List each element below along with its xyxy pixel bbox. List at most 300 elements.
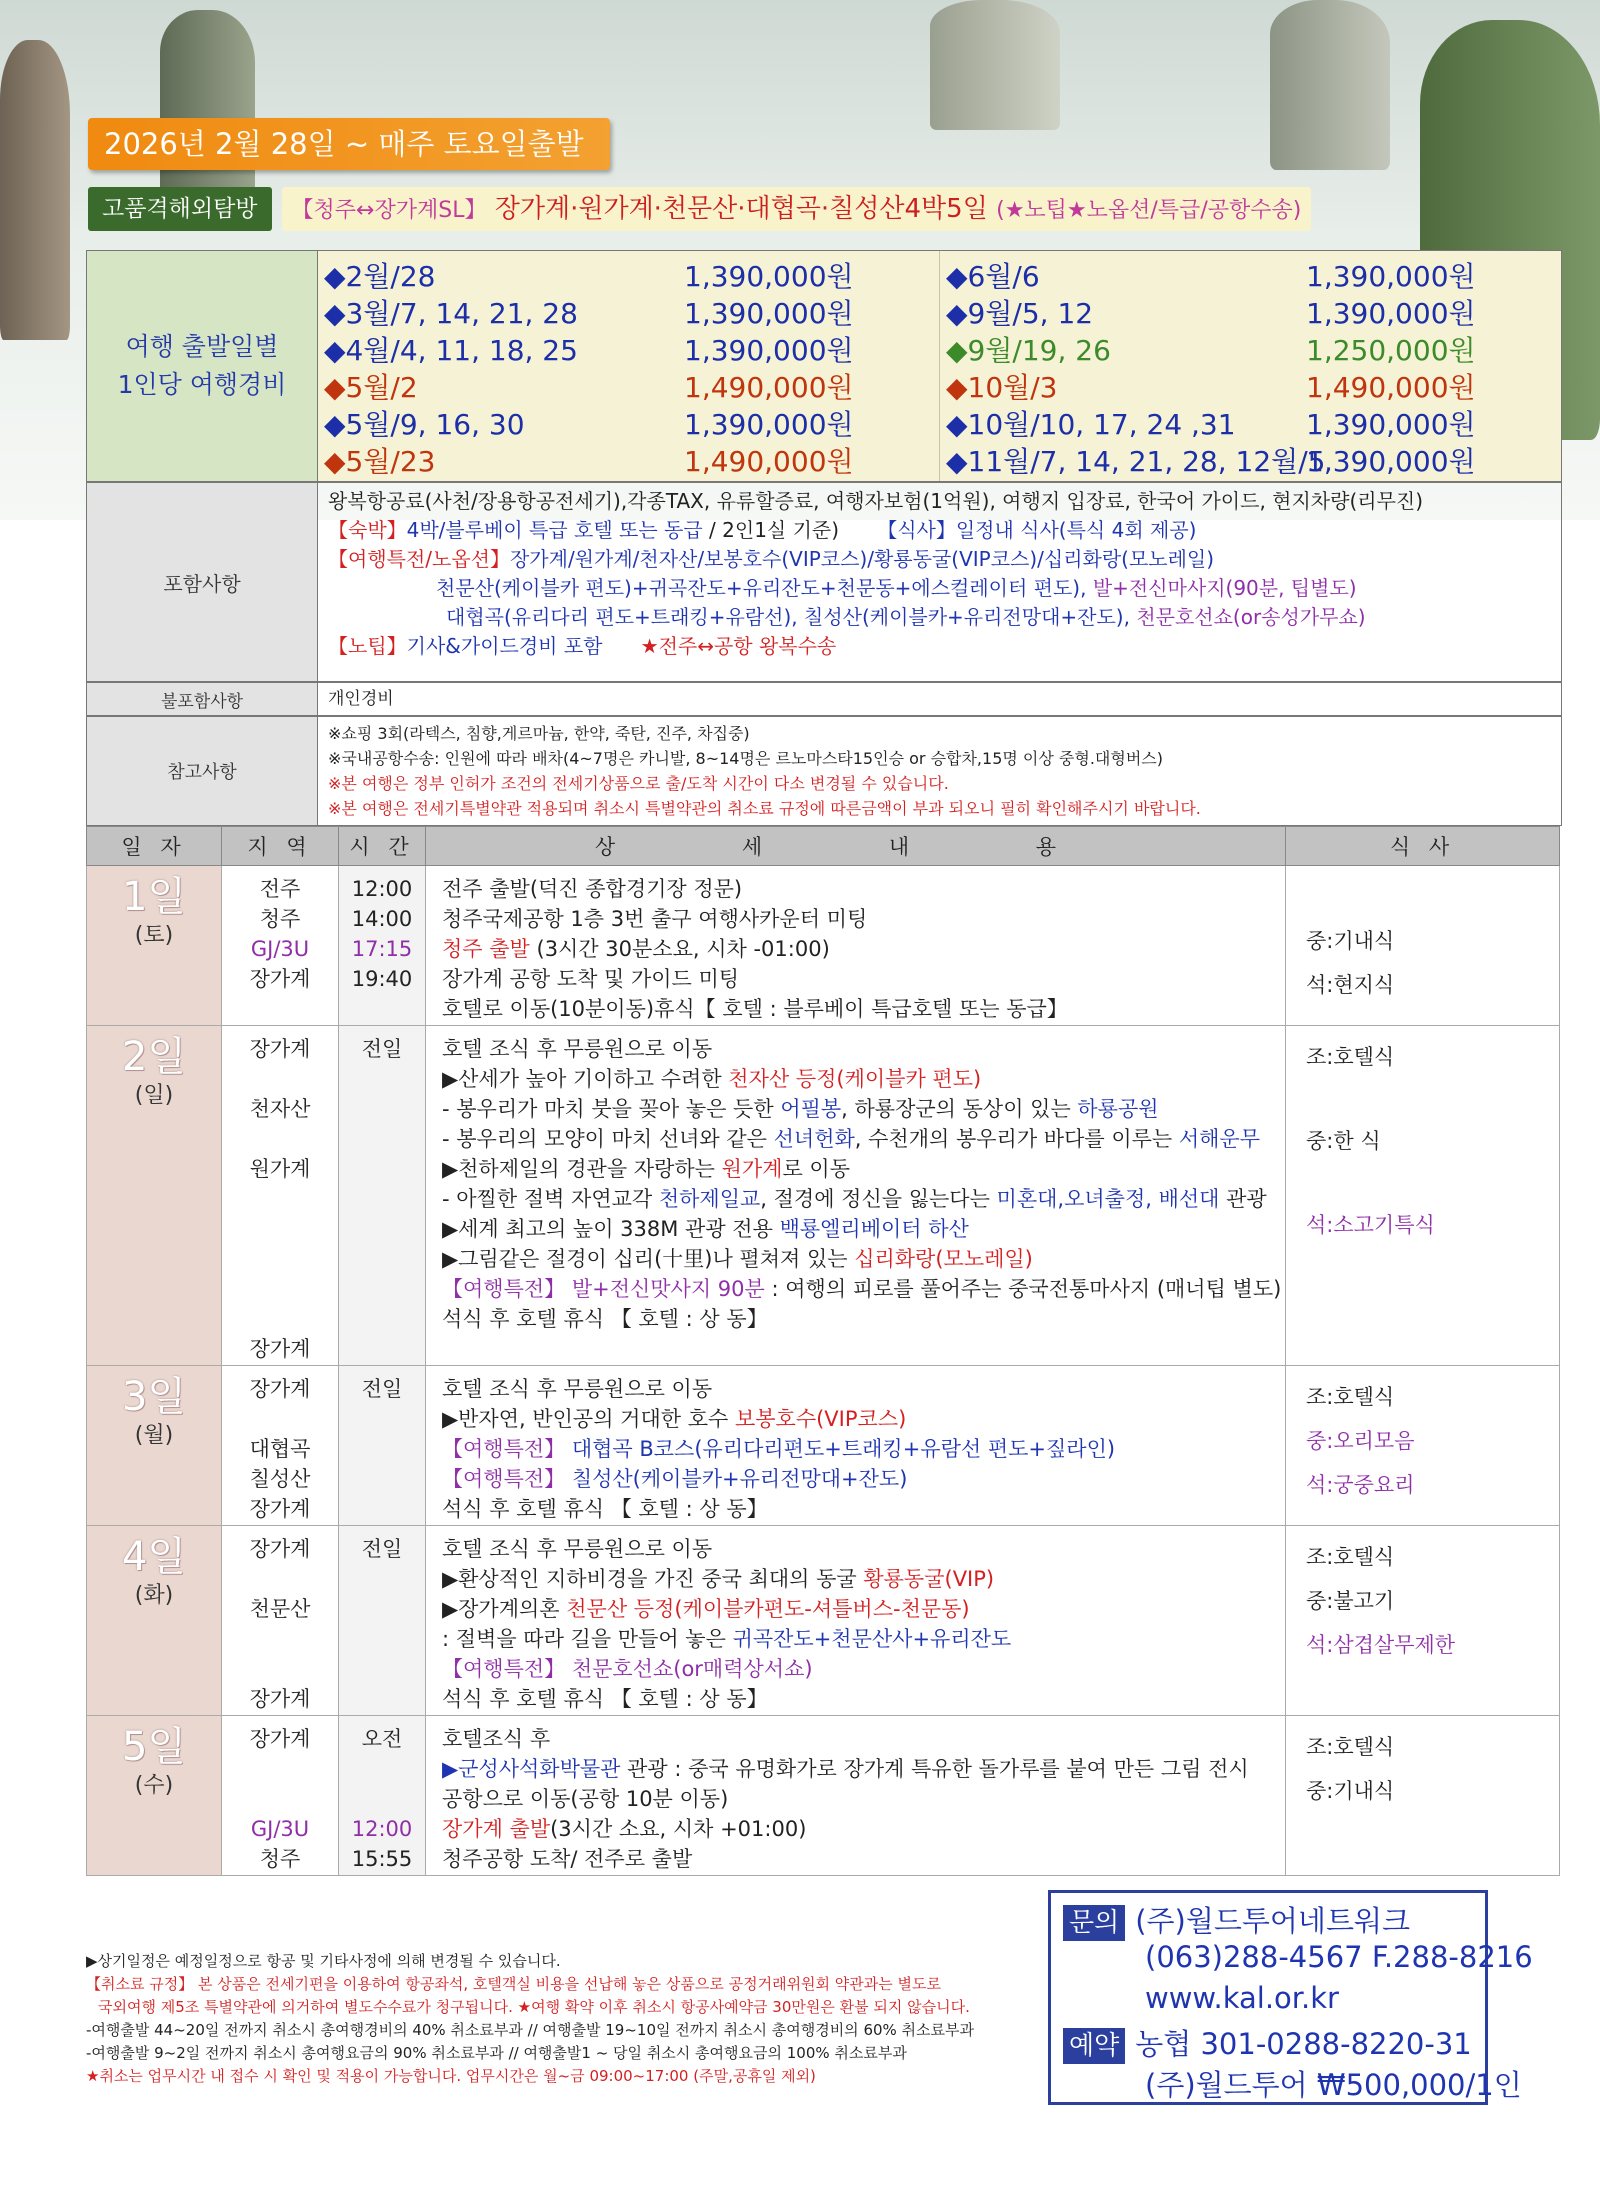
meal-text: 조:호텔식: [1306, 1735, 1395, 1759]
price-amount: 1,250,000원: [1306, 334, 1476, 367]
detail-cell: [426, 1026, 1286, 1366]
included-line: [328, 632, 1551, 661]
day-cell: [87, 1026, 222, 1366]
detail-line: [442, 1244, 1284, 1274]
price-amount: 1,390,000원: [1306, 297, 1476, 330]
note-line: 【취소료 규정】 본 상품은 전세기편을 이용하여 항공좌석, 호텔객실 비용을 선납해 놓은 상품으로 공정거래위원회 약관과는 별도로: [86, 1975, 942, 1993]
departure-banner: 2026년 2월 28일 ~ 매주 토요일출발: [88, 118, 610, 170]
region-line: [223, 1184, 337, 1214]
region-cell: [222, 866, 339, 1026]
included-text: 일정내 식사(특식 4회 제공): [955, 518, 1197, 542]
price-label: [87, 251, 318, 481]
included-label: 포함사항: [87, 483, 318, 681]
time-line: [340, 904, 424, 934]
price-col-left: [318, 251, 939, 481]
day-weekday: (일): [134, 1083, 174, 1108]
price-date: ◆4월/4, 11, 18, 25: [324, 334, 578, 367]
meal-line: [1306, 1210, 1558, 1252]
meal-text: 조:호텔식: [1306, 1045, 1395, 1069]
meal-line: [1306, 1732, 1558, 1759]
day-weekday: (월): [134, 1423, 174, 1448]
price-date: ◆2월/28: [324, 260, 436, 293]
region-name: 장가계: [249, 1687, 311, 1711]
region-line: [223, 1624, 337, 1654]
time-line: [340, 1534, 424, 1564]
time-value: 오전: [361, 1727, 403, 1751]
time-value: 19:40: [351, 967, 413, 991]
included-line: 왕복항공료(사천/장용항공전세기),각종TAX, 유류할증료, 여행자보험(1억원), 여행지 입장료, 한국어 가이드, 현지차량(리무진): [328, 489, 1424, 513]
price-date: ◆10월/10, 17, 24 ,31: [946, 408, 1236, 441]
region-line: [223, 1724, 337, 1754]
meal-text: 석:소고기특식: [1306, 1213, 1435, 1237]
region-name: 칠성산: [249, 1467, 311, 1491]
day-weekday: (화): [134, 1583, 174, 1608]
note-line: ▶상기일정은 예정일정으로 항공 및 기타사정에 의해 변경될 수 있습니다.: [86, 1952, 561, 1970]
meal-line: [1306, 904, 1558, 926]
note-line: 국외여행 제5조 특별약관에 의거하여 별도수수료가 청구됩니다. ★여행 확약 이후 취소시 항공사예약금 30만원은 환불 되지 않습니다.: [98, 1998, 970, 2016]
detail-line: [442, 934, 1284, 964]
region-line: [223, 1274, 337, 1304]
time-value: 12:00: [351, 1817, 413, 1841]
region-cell: [222, 1716, 339, 1876]
price-row: [946, 329, 1561, 366]
price-date: ◆10월/3: [946, 371, 1058, 404]
region-name: 천자산: [249, 1097, 311, 1121]
time-cell: [339, 866, 426, 1026]
region-line: [223, 1334, 337, 1364]
price-row: [946, 403, 1561, 440]
meal-text: 중:불고기: [1306, 1589, 1395, 1613]
price-col-right: [939, 251, 1561, 481]
price-date: ◆5월/9, 16, 30: [324, 408, 525, 441]
detail-text: 백룡엘리베이터 하산: [779, 1217, 969, 1241]
price-row: [946, 292, 1561, 329]
included-text: / 2인1실 기준): [702, 518, 840, 542]
price-amount: 1,490,000원: [684, 445, 854, 478]
region-line: [223, 1564, 337, 1594]
detail-line: [442, 964, 1284, 994]
meal-text: 중:오리모음: [1306, 1429, 1415, 1453]
day-number: 4일: [121, 1534, 187, 1580]
region-line: [223, 1404, 337, 1434]
time-line: [340, 934, 424, 964]
itinerary-table: [86, 826, 1560, 1876]
price-date: ◆5월/23: [324, 445, 436, 478]
detail-text: 청주 출발: [442, 937, 530, 961]
day-cell: [87, 866, 222, 1026]
detail-line: [442, 1374, 1284, 1404]
detail-text: ▶세계 최고의 높이 338M 관광 전용: [442, 1217, 780, 1241]
time-cell: [339, 1366, 426, 1526]
day-cell: [87, 1366, 222, 1526]
region-name: GJ/3U: [250, 937, 310, 961]
detail-text: 선녀헌화: [773, 1127, 855, 1151]
price-date: ◆6월/6: [946, 260, 1040, 293]
notes: [86, 1950, 1076, 2088]
itinerary-row: [87, 1366, 1560, 1526]
detail-text: 로 이동: [782, 1157, 851, 1181]
detail-text: ▶군성사석화박물관: [442, 1757, 621, 1781]
detail-line: [442, 1654, 1284, 1684]
detail-line: [442, 1154, 1284, 1184]
detail-text: 황룡동굴(VIP): [863, 1567, 995, 1591]
region-line: [223, 1494, 337, 1524]
day-number: 1일: [121, 874, 187, 920]
reference-body: [318, 717, 1561, 825]
time-value: 전일: [361, 1037, 403, 1061]
included-line: [328, 545, 1551, 574]
included-line: [328, 574, 1551, 603]
detail-text: 장가계 출발: [442, 1817, 551, 1841]
region-name: 장가계: [249, 967, 311, 991]
detail-line: [442, 1754, 1284, 1784]
tag: 【여행특전/노옵션】: [328, 547, 510, 571]
detail-text: (3시간 소요, 시차 +01:00): [550, 1817, 807, 1841]
header-day: 일 자: [87, 827, 222, 866]
price-amount: 1,390,000원: [1306, 260, 1476, 293]
detail-line: [442, 1214, 1284, 1244]
title-label: 고품격해외탐방: [88, 187, 272, 231]
detail-cell: [426, 1526, 1286, 1716]
detail-text: 청주공항 도착/ 전주로 출발: [442, 1847, 693, 1871]
region-name: 장가계: [249, 1497, 311, 1521]
detail-text: 【여행특전】: [442, 1467, 572, 1491]
detail-text: 대협곡 B코스(유리다리편도+트래킹+유람선 편도+짚라인): [571, 1437, 1116, 1461]
detail-line: [442, 1404, 1284, 1434]
detail-text: 호텔 조식 후 무릉원으로 이동: [442, 1037, 713, 1061]
detail-line: [442, 1814, 1284, 1844]
time-line: [340, 1374, 424, 1404]
itinerary-row: [87, 1526, 1560, 1716]
title-route: 【청주↔장가계SL】: [291, 198, 487, 223]
contact-web-link[interactable]: www.kal.or.kr: [1145, 1981, 1339, 2015]
region-line: [223, 1124, 337, 1154]
region-name: 청주: [259, 907, 301, 931]
reserve-tag: 예약: [1063, 2028, 1125, 2064]
price-row: [324, 255, 939, 292]
price-label-line1: 여행 출발일별: [125, 332, 279, 361]
itinerary-header: [87, 827, 1560, 866]
meal-line: [1306, 1542, 1558, 1569]
detail-text: 하룡공원: [1077, 1097, 1159, 1121]
region-line: [223, 1094, 337, 1124]
detail-text: 서해운무: [1178, 1127, 1261, 1151]
detail-line: [442, 1274, 1284, 1304]
region-cell: [222, 1526, 339, 1716]
time-value: 17:15: [351, 937, 413, 961]
detail-cell: [426, 1366, 1286, 1526]
detail-line: [442, 1624, 1284, 1654]
detail-text: 관광: [1219, 1187, 1267, 1211]
included-text: 발+전신마사지(90분, 팁별도): [1092, 576, 1357, 600]
detail-text: 호텔 조식 후 무릉원으로 이동: [442, 1377, 713, 1401]
meal-text: 중:기내식: [1306, 929, 1395, 953]
price-amount: 1,390,000원: [1306, 445, 1476, 478]
reference-section: [86, 716, 1562, 826]
included-text: 천문호선쇼(or송성가무쇼): [1136, 605, 1366, 629]
time-line: [340, 874, 424, 904]
detail-line: [442, 1594, 1284, 1624]
title-main: [282, 187, 1312, 231]
detail-text: 호텔 조식 후 무릉원으로 이동: [442, 1537, 713, 1561]
tag: 【노팁】: [328, 634, 407, 658]
detail-text: : 절벽을 따라 길을 만들어 놓은: [442, 1627, 733, 1651]
region-line: [223, 1154, 337, 1184]
region-line: [223, 1064, 337, 1094]
price-amount: 1,390,000원: [684, 297, 854, 330]
detail-cell: [426, 1716, 1286, 1876]
company-name: (주)월드투어네트워크: [1135, 1904, 1410, 1938]
time-cell: [339, 1716, 426, 1876]
detail-line: [442, 1094, 1284, 1124]
region-name: 장가계: [249, 1537, 311, 1561]
time-value: 전일: [361, 1377, 403, 1401]
detail-text: 십리화랑(모노레일): [854, 1247, 1033, 1271]
region-name: 전주: [259, 877, 301, 901]
included-body: [318, 483, 1561, 681]
price-row: [324, 292, 939, 329]
detail-text: ▶반자연, 반인공의 거대한 호수: [442, 1407, 735, 1431]
detail-text: 천하제일교: [658, 1187, 761, 1211]
inquiry-tag: 문의: [1063, 1905, 1125, 1941]
day-number: 5일: [121, 1724, 187, 1770]
meal-line: [1306, 1126, 1558, 1168]
tag: 【식사】: [877, 518, 956, 542]
detail-text: 귀곡잔도+천문산사+유리잔도: [732, 1627, 1012, 1651]
detail-text: 미혼대,오녀출정, 배선대: [996, 1187, 1220, 1211]
region-line: [223, 1784, 337, 1814]
detail-text: , 하룡장군의 동상이 있는: [841, 1097, 1078, 1121]
detail-line: [442, 994, 1284, 1024]
meal-text: 석:현지식: [1306, 973, 1395, 997]
detail-text: (3시간 30분소요, 시차 -01:00): [529, 937, 830, 961]
excluded-text: 개인경비: [328, 689, 394, 709]
region-name: 원가계: [249, 1157, 311, 1181]
contact-row: [1063, 2022, 1473, 2063]
region-line: [223, 1534, 337, 1564]
meal-cell: [1286, 1526, 1560, 1716]
region-name: 대협곡: [249, 1437, 311, 1461]
region-name: 장가계: [249, 1377, 311, 1401]
reference-line: ※국내공항수송: 인원에 따라 배차(4~7명은 카니발, 8~14명은 르노마스타15인승 or 승합차,15명 이상 중형.대형버스): [328, 749, 1163, 768]
meal-line: [1306, 1084, 1558, 1126]
region-line: [223, 1304, 337, 1334]
detail-text: , 수천개의 봉우리가 바다를 이루는: [854, 1127, 1179, 1151]
price-date: ◆9월/5, 12: [946, 297, 1094, 330]
detail-text: 천문산 등정(케이블카편도-셔틀버스-천문동): [566, 1597, 970, 1621]
note-line: -여행출발 44~20일 전까지 취소시 총여행경비의 40% 취소료부과 // 여행출발 19~10일 전까지 취소시 총여행경비의 60% 취소료부과: [86, 2021, 975, 2039]
meal-cell: [1286, 1026, 1560, 1366]
detail-text: 호텔조식 후: [442, 1727, 551, 1751]
contact-row: [1063, 1899, 1473, 1940]
meal-line: [1306, 1586, 1558, 1613]
region-name: 청주: [259, 1847, 301, 1871]
meal-cell: [1286, 866, 1560, 1026]
detail-line: [442, 1724, 1284, 1754]
time-line: [340, 1034, 424, 1064]
meal-line: [1306, 1426, 1558, 1453]
detail-text: 관광 : 중국 유명화가로 장가계 특유한 돌가루를 붙여 만든 그림 전시: [620, 1757, 1249, 1781]
tag: 【숙박】: [328, 518, 407, 542]
region-name: 장가계: [249, 1337, 311, 1361]
region-line: [223, 1434, 337, 1464]
day-number: 3일: [121, 1374, 187, 1420]
time-value: 12:00: [351, 877, 413, 901]
cliff-left: [0, 40, 70, 340]
region-name: 천문산: [249, 1597, 311, 1621]
deposit-info: (주)월드투어 ₩500,000/1인: [1145, 2068, 1522, 2102]
included-text: 장가계/원가계/천자산/보봉호수(VIP코스)/황룡동굴(VIP코스)/십리화랑(모노레일): [509, 547, 1215, 571]
detail-text: - 봉우리의 모양이 마치 선녀와 같은: [442, 1127, 774, 1151]
meal-line: [1306, 882, 1558, 904]
price-label-line2: 1인당 여행경비: [117, 370, 287, 399]
time-cell: [339, 1526, 426, 1716]
reference-label: 참고사항: [87, 717, 318, 825]
note-line: -여행출발 9~2일 전까지 취소시 총여행요금의 90% 취소료부과 // 여행출발1 ~ 당일 취소시 총여행요금의 100% 취소료부과: [86, 2044, 907, 2062]
price-table: [86, 250, 1562, 482]
time-line: [340, 1754, 424, 1784]
price-amount: 1,390,000원: [1306, 408, 1476, 441]
detail-text: 호텔로 이동(10분이동)휴식【 호텔 : 블루베이 특급호텔 또는 동급】: [442, 997, 1068, 1021]
region-line: [223, 1684, 337, 1714]
contact-phone[interactable]: (063)288-4567 F.288-8216: [1145, 1940, 1533, 1974]
region-name: GJ/3U: [250, 1817, 310, 1841]
detail-text: 【여행특전】 발+전신맛사지 90분: [442, 1277, 765, 1301]
header-meal: 식 사: [1286, 827, 1560, 866]
detail-text: - 봉우리가 마치 붓을 꽂아 놓은 듯한: [442, 1097, 781, 1121]
price-row: [324, 329, 939, 366]
header-detail: 상 세 내 용: [426, 827, 1286, 866]
price-amount: 1,390,000원: [684, 260, 854, 293]
included-section: [86, 482, 1562, 682]
included-line: [328, 603, 1551, 632]
detail-text: : 여행의 피로를 풀어주는 중국전통마사지 (매너팁 별도): [764, 1277, 1282, 1301]
contact-box: [1048, 1890, 1533, 2105]
region-line: [223, 904, 337, 934]
meal-line: [1306, 1630, 1558, 1657]
meal-text: 석:궁중요리: [1306, 1473, 1415, 1497]
detail-text: 【여행특전】 천문호선쇼(or매력상서쇼): [442, 1657, 813, 1681]
cliff-right-1: [1270, 0, 1390, 170]
price-amount: 1,390,000원: [684, 408, 854, 441]
region-line: [223, 964, 337, 994]
detail-text: 석식 후 호텔 휴식 【 호텔 : 상 동】: [442, 1497, 768, 1521]
detail-line: [442, 904, 1284, 934]
price-row: [946, 440, 1561, 477]
region-name: 장가계: [249, 1037, 311, 1061]
included-text: 4박/블루베이 특급 호텔 또는 동급: [406, 518, 703, 542]
detail-line: [442, 1534, 1284, 1564]
detail-text: 석식 후 호텔 휴식 【 호텔 : 상 동】: [442, 1307, 768, 1331]
included-text: ★전주↔공항 왕복수송: [640, 634, 837, 658]
meal-text: 석:삼겹살무제한: [1306, 1633, 1456, 1657]
detail-text: 공항으로 이동(공항 10분 이동): [442, 1787, 729, 1811]
price-row: [946, 366, 1561, 403]
title-bar: [88, 186, 1500, 232]
meal-text: 중:기내식: [1306, 1779, 1395, 1803]
meal-text: 조:호텔식: [1306, 1545, 1395, 1569]
price-grid: [318, 251, 1561, 481]
meal-line: [1306, 926, 1558, 953]
time-line: [340, 1844, 424, 1874]
price-row: [946, 255, 1561, 292]
detail-text: 전주 출발(덕진 종합경기장 정문): [442, 877, 743, 901]
detail-text: , 절경에 정신을 잃는다는: [760, 1187, 997, 1211]
detail-line: [442, 1434, 1284, 1464]
region-cell: [222, 1366, 339, 1526]
detail-line: [442, 1844, 1284, 1874]
price-amount: 1,490,000원: [1306, 371, 1476, 404]
detail-line: [442, 1564, 1284, 1594]
price-date: ◆5월/2: [324, 371, 418, 404]
price-amount: 1,490,000원: [684, 371, 854, 404]
meal-line: [1306, 1168, 1558, 1210]
region-line: [223, 874, 337, 904]
region-cell: [222, 1026, 339, 1366]
detail-line: [442, 1494, 1284, 1524]
detail-line: [442, 874, 1284, 904]
meal-cell: [1286, 1366, 1560, 1526]
excluded-section: [86, 682, 1562, 716]
detail-text: ▶천하제일의 경관을 자랑하는: [442, 1157, 722, 1181]
meal-line: [1306, 1820, 1558, 1842]
detail-text: 장가계 공항 도착 및 가이드 미팅: [442, 967, 740, 991]
time-line: [340, 1724, 424, 1754]
detail-line: [442, 1304, 1284, 1334]
detail-text: ▶환상적인 지하비경을 가진 중국 최대의 동굴: [442, 1567, 864, 1591]
day-weekday: (토): [134, 923, 174, 948]
detail-text: 청주국제공항 1층 3번 출구 여행사카운터 미팅: [442, 907, 868, 931]
title-extra: (★노팁★노옵션/특급/공항수송): [996, 198, 1302, 223]
region-line: [223, 1214, 337, 1244]
detail-line: [442, 1034, 1284, 1064]
meal-text: 중:한 식: [1306, 1129, 1381, 1153]
meal-text: 조:호텔식: [1306, 1385, 1395, 1409]
reference-line: ※쇼핑 3회(라텍스, 침향,게르마늄, 한약, 죽탄, 진주, 차집중): [328, 724, 750, 743]
detail-text: ▶장가계의혼: [442, 1597, 567, 1621]
price-amount: 1,390,000원: [684, 334, 854, 367]
title-text: 장가계·원가계·천문산·대협곡·칠성산4박5일: [494, 194, 988, 224]
meal-line: [1306, 1042, 1558, 1084]
price-date: ◆3월/7, 14, 21, 28: [324, 297, 578, 330]
bank-account: 농협 301-0288-8220-31: [1135, 2027, 1472, 2061]
day-cell: [87, 1716, 222, 1876]
detail-line: [442, 1184, 1284, 1214]
detail-text: 칠성산(케이블카+유리전망대+잔도): [571, 1467, 908, 1491]
detail-text: ▶그림같은 절경이 십리(十里)나 펼쳐져 있는: [442, 1247, 855, 1271]
detail-text: ▶산세가 높아 기이하고 수려한: [442, 1067, 729, 1091]
detail-text: 어필봉: [780, 1097, 842, 1121]
note-line: ★취소는 업무시간 내 접수 시 확인 및 적용이 가능합니다. 업무시간은 월~금 09:00~17:00 (주말,공휴일 제외): [86, 2067, 816, 2085]
detail-text: 천자산 등정(케이블카 편도): [728, 1067, 982, 1091]
excluded-label: 불포함사항: [87, 683, 318, 715]
time-line: [340, 1784, 424, 1814]
time-line: [340, 1814, 424, 1844]
region-name: 장가계: [249, 1727, 311, 1751]
included-text: 기사&가이드경비 포함: [406, 634, 603, 658]
detail-line: [442, 1684, 1284, 1714]
region-line: [223, 1374, 337, 1404]
cliff-mid: [930, 0, 1060, 130]
day-cell: [87, 1526, 222, 1716]
detail-line: [442, 1784, 1284, 1814]
detail-cell: [426, 866, 1286, 1026]
region-line: [223, 934, 337, 964]
itinerary-row: [87, 1026, 1560, 1366]
detail-text: 보봉호수(VIP코스): [734, 1407, 907, 1431]
price-date: ◆9월/19, 26: [946, 334, 1111, 367]
day-number: 2일: [121, 1034, 187, 1080]
